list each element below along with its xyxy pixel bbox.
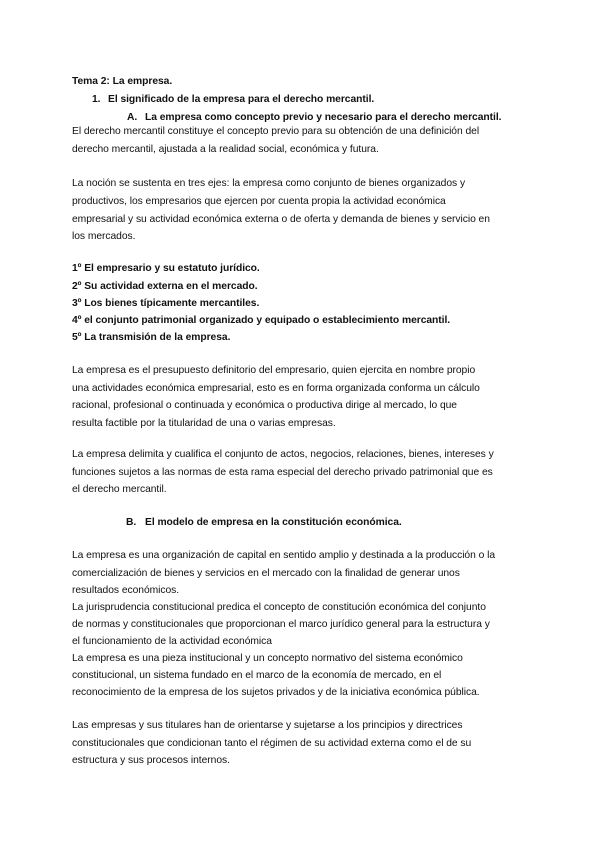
paragraph-line: derecho mercantil, ajustada a la realidad social, económica y futura. bbox=[72, 144, 379, 155]
list-item: 5º La transmisión de la empresa. bbox=[72, 332, 231, 343]
list-item: 4º el conjunto patrimonial organizado y equipado o establecimiento mercantil. bbox=[72, 315, 451, 326]
subsection-b-letter: B. bbox=[126, 517, 137, 528]
list-item: 2º Su actividad externa en el mercado. bbox=[72, 281, 258, 292]
paragraph-line: de normas y constitucionales que proporcionan el marco jurídico general para la estructura y bbox=[72, 619, 490, 630]
subsection-a-title: La empresa como concepto previo y necesario para el derecho mercantil. bbox=[145, 112, 502, 123]
paragraph-line: los mercados. bbox=[72, 231, 136, 242]
paragraph-line: una actividades económica empresarial, esto es en forma organizada conforma un cálculo bbox=[72, 383, 480, 394]
section-title: El significado de la empresa para el derecho mercantil. bbox=[108, 94, 375, 105]
list-item: 1º El empresario y su estatuto jurídico. bbox=[72, 263, 260, 274]
section-number: 1. bbox=[92, 94, 101, 105]
paragraph-line: La empresa es una organización de capital en sentido amplio y destinada a la producción o la bbox=[72, 550, 495, 561]
list-item: 3º Los bienes típicamente mercantiles. bbox=[72, 298, 260, 309]
paragraph-line: constitucionales que condicionan tanto el régimen de su actividad externa como el de su bbox=[72, 738, 472, 749]
paragraph-line: resulta factible por la titularidad de una o varias empresas. bbox=[72, 418, 336, 429]
paragraph-line: reconocimiento de la empresa de los sujetos privados y de la iniciativa económica pública. bbox=[72, 687, 480, 698]
paragraph-line: La noción se sustenta en tres ejes: la empresa como conjunto de bienes organizados y bbox=[72, 178, 466, 189]
paragraph-line: El derecho mercantil constituye el concepto previo para su obtención de una definición del bbox=[72, 126, 480, 137]
paragraph-line: el derecho mercantil. bbox=[72, 484, 167, 495]
paragraph-line: La jurisprudencia constitucional predica el concepto de constitución económica del conjunto bbox=[72, 602, 486, 613]
paragraph-line: La empresa es el presupuesto definitorio del empresario, quien ejercita en nombre propio bbox=[72, 365, 476, 376]
paragraph-line: funciones sujetos a las normas de esta rama especial del derecho privado patrimonial que es bbox=[72, 467, 493, 478]
paragraph-line: productivos, los empresarios que ejercen por cuenta propia la actividad económica bbox=[72, 196, 446, 207]
paragraph-line: estructura y sus procesos internos. bbox=[72, 755, 230, 766]
subsection-a-letter: A. bbox=[127, 112, 138, 123]
paragraph-line: La empresa es una pieza institucional y un concepto normativo del sistema económico bbox=[72, 653, 463, 664]
paragraph-line: Las empresas y sus titulares han de orientarse y sujetarse a los principios y directrices bbox=[72, 720, 463, 731]
paragraph-line: el funcionamiento de la actividad económica bbox=[72, 636, 272, 647]
paragraph-line: constitucional, un sistema fundado en el marco de la economía de mercado, en el bbox=[72, 670, 442, 681]
paragraph-line: La empresa delimita y cualifica el conjunto de actos, negocios, relaciones, bienes, intereses y bbox=[72, 449, 494, 460]
paragraph-line: empresarial y su actividad económica externa o de oferta y demanda de bienes y servicio en bbox=[72, 214, 490, 225]
paragraph-line: resultados económicos. bbox=[72, 585, 180, 596]
paragraph-line: comercialización de bienes y servicios en el mercado con la finalidad de generar unos bbox=[72, 568, 460, 579]
document-title: Tema 2: La empresa. bbox=[72, 76, 173, 87]
paragraph-line: racional, profesional o continuada y económica o productiva dirige al mercado, lo que bbox=[72, 400, 457, 411]
subsection-b-title: El modelo de empresa en la constitución económica. bbox=[145, 517, 402, 528]
